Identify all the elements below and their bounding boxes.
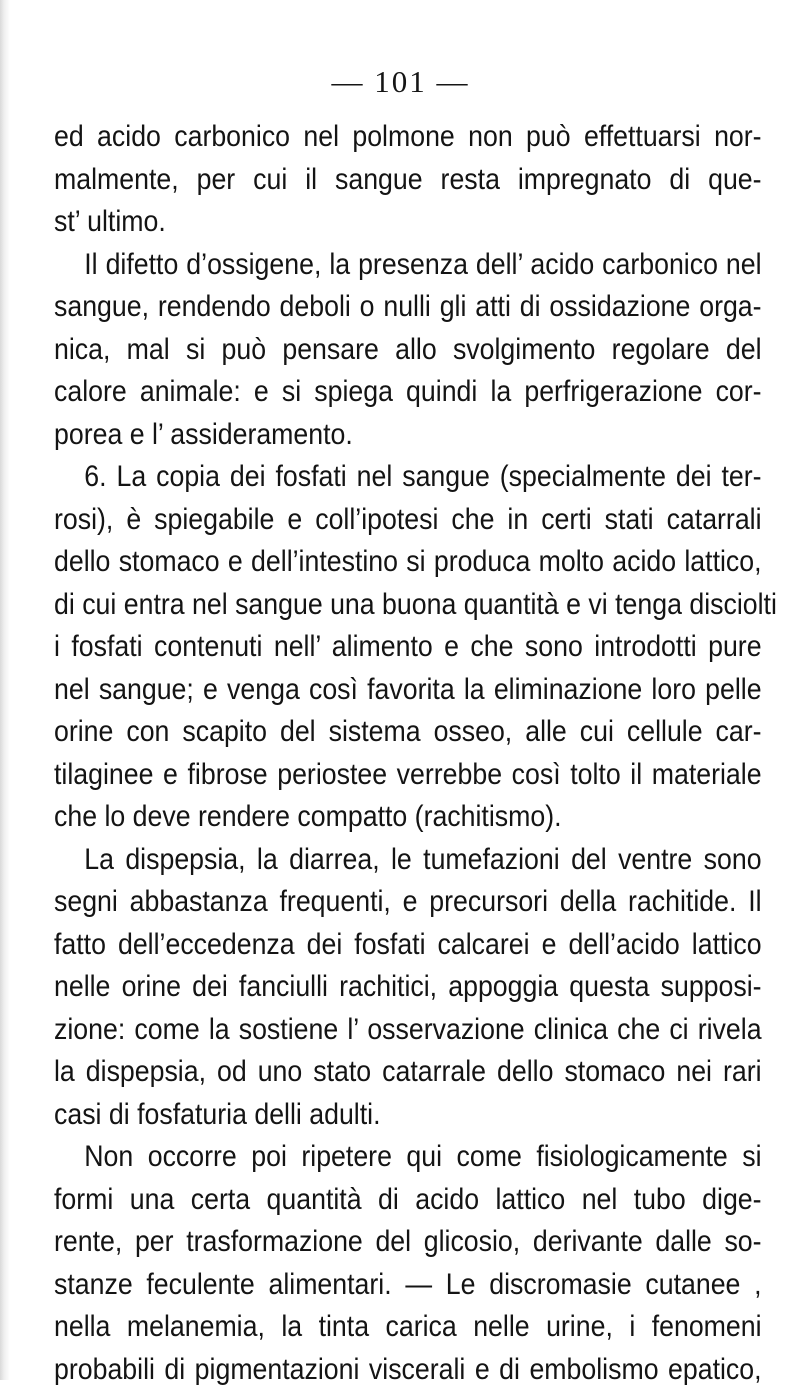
text-line: nella melanemia, la tinta carica nelle urine, i fenomeni — [54, 1306, 762, 1349]
text-line: rente, per trasformazione del glicosio, derivante dalle so- — [54, 1221, 762, 1264]
text-line: orine con scapito del sistema osseo, alle cui cellule car- — [54, 711, 762, 754]
body-text — [54, 116, 762, 1391]
text-line: calore animale: e si spiega quindi la perfrigerazione cor- — [54, 371, 762, 414]
text-line: Il difetto d’ossigene, la presenza dell’ acido carbonico nel — [54, 244, 762, 287]
text-line: tilaginee e fibrose periostee verrebbe così tolto il materiale — [54, 754, 762, 797]
text-line: ed acido carbonico nel polmone non può effettuarsi nor- — [54, 116, 762, 159]
text-line: nelle orine dei fanciulli rachitici, appoggia questa supposi- — [54, 966, 762, 1009]
text-line: rosi), è spiegabile e coll’ipotesi che in certi stati catarrali — [54, 499, 762, 542]
text-line: Non occorre poi ripetere qui come fisiologicamente si — [54, 1136, 762, 1179]
text-line: stanze feculente alimentari. — Le discromasie cutanee , — [54, 1264, 762, 1307]
text-line: dello stomaco e dell’intestino si produca molto acido lattico, — [54, 541, 762, 584]
text-line: zione: come la sostiene l’ osservazione clinica che ci rivela — [54, 1009, 762, 1052]
text-line: fatto dell’eccedenza dei fosfati calcarei e dell’acido lattico — [54, 924, 762, 967]
text-line: nica, mal si può pensare allo svolgimento regolare del — [54, 329, 762, 372]
text-line: che lo deve rendere compatto (rachitismo). — [54, 796, 762, 839]
text-line: nel sangue; e venga così favorita la eliminazione loro pelle — [54, 669, 762, 712]
text-line: segni abbastanza frequenti, e precursori della rachitide. Il — [54, 881, 762, 924]
text-line: di cui entra nel sangue una buona quantità e vi tenga disciolti — [54, 584, 762, 627]
text-line: malmente, per cui il sangue resta impregnato di que- — [54, 159, 762, 202]
text-line: probabili di pigmentazioni viscerali e di embolismo epatico, — [54, 1349, 762, 1391]
text-line: st’ ultimo. — [54, 201, 762, 244]
text-line: 6. La copia dei fosfati nel sangue (specialmente dei ter- — [54, 456, 762, 499]
text-line: i fosfati contenuti nell’ alimento e che sono introdotti pure — [54, 626, 762, 669]
text-line: La dispepsia, la diarrea, le tumefazioni del ventre sono — [54, 839, 762, 882]
text-line: formi una certa quantità di acido lattico nel tubo dige- — [54, 1179, 762, 1222]
page-number: — 101 — — [0, 64, 801, 100]
text-line: porea e l’ assideramento. — [54, 414, 762, 457]
text-line: la dispepsia, od uno stato catarrale dello stomaco nei rari — [54, 1051, 762, 1094]
text-line: casi di fosfaturia delli adulti. — [54, 1094, 762, 1137]
text-line: sangue, rendendo deboli o nulli gli atti di ossidazione orga- — [54, 286, 762, 329]
page-binding-edge — [0, 0, 10, 1380]
